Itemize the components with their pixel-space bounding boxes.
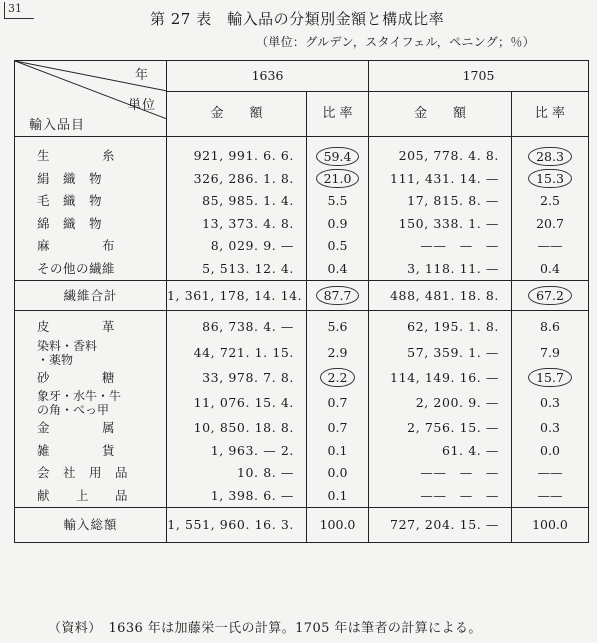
item-name: その他の繊維: [15, 258, 167, 281]
ratio-1705: 100.0: [512, 508, 589, 543]
table-row: [15, 417, 589, 440]
item-name: 生 糸: [15, 137, 167, 168]
circled-ratio: 87.7: [316, 286, 360, 305]
ratio-1636: 5.5: [307, 190, 369, 213]
item-name: 絹 織 物: [15, 168, 167, 191]
amount-1636: 10. 8. —: [167, 462, 307, 485]
table-row: [15, 339, 589, 367]
header-year-label: 年: [134, 68, 148, 83]
ratio-1705: ——: [512, 485, 589, 508]
item-name: 麻 布: [15, 235, 167, 258]
item-name-line1: 染料・香料: [37, 338, 98, 353]
table-row: [15, 311, 589, 339]
amount-1636: 10, 850. 18. 8.: [167, 417, 307, 440]
ratio-1636: 5.6: [307, 311, 369, 339]
amount-1636: 11, 076. 15. 4.: [167, 389, 307, 417]
table-row: [15, 440, 589, 463]
ratio-1636: 0.1: [307, 485, 369, 508]
item-name: 皮 革: [15, 311, 167, 339]
header-unit-label: 単位: [127, 98, 156, 113]
ratio-1705: [512, 367, 589, 390]
circled-ratio: 21.0: [316, 169, 360, 188]
item-name: 毛 織 物: [15, 190, 167, 213]
amount-1636: 1, 398. 6. —: [167, 485, 307, 508]
amount-1636: 326, 286. 1. 8.: [167, 168, 307, 191]
item-name-line2: ・薬物: [37, 352, 74, 367]
circled-ratio: 67.2: [528, 286, 572, 305]
table-row: [15, 258, 589, 281]
table-row: [15, 137, 589, 168]
item-name: 繊維合計: [15, 281, 167, 311]
amount-1636: 5, 513. 12. 4.: [167, 258, 307, 281]
ratio-1705: 20.7: [512, 213, 589, 236]
ratio-1705: 7.9: [512, 339, 589, 367]
corner-mark: 31: [4, 2, 34, 19]
ratio-1636: 0.9: [307, 213, 369, 236]
amount-1705: 2, 200. 9. —: [369, 389, 512, 417]
item-name-line1: 象牙・水牛・牛: [37, 389, 122, 403]
amount-1636: 1, 963. — 2.: [167, 440, 307, 463]
amount-1705: 488, 481. 18. 8.: [369, 281, 512, 311]
circled-ratio: 28.3: [528, 147, 572, 166]
item-name: 綿 織 物: [15, 213, 167, 236]
ratio-1636: 0.1: [307, 440, 369, 463]
table-row: [15, 367, 589, 390]
ratio-1636: 0.5: [307, 235, 369, 258]
amount-1636: 86, 738. 4. —: [167, 311, 307, 339]
amount-1705: 17, 815. 8. —: [369, 190, 512, 213]
table-row: [15, 168, 589, 191]
ratio-1705: [512, 281, 589, 311]
header-ratio-1705: 比 率: [512, 92, 589, 137]
ratio-1636: [307, 281, 369, 311]
ratio-1705: 0.0: [512, 440, 589, 463]
circled-ratio: 2.2: [320, 368, 356, 387]
header-amount-1705: 金 額: [369, 92, 512, 137]
amount-1705: 57, 359. 1. —: [369, 339, 512, 367]
ratio-1705: 0.3: [512, 417, 589, 440]
ratio-1705: ——: [512, 462, 589, 485]
table-row: [15, 235, 589, 258]
item-name: 献 上 品: [15, 485, 167, 508]
circled-ratio: 15.3: [528, 169, 572, 188]
ratio-1705: [512, 168, 589, 191]
amount-1705: 3, 118. 11. —: [369, 258, 512, 281]
table-row: [15, 190, 589, 213]
import-table: [14, 60, 589, 543]
ratio-1705: 2.5: [512, 190, 589, 213]
amount-1705: 727, 204. 15. —: [369, 508, 512, 543]
ratio-1705: [512, 137, 589, 168]
amount-1705: 2, 756. 15. —: [369, 417, 512, 440]
amount-1705: —— — —: [369, 462, 512, 485]
table-row: [15, 485, 589, 508]
amount-1705: —— — —: [369, 485, 512, 508]
ratio-1636: [307, 367, 369, 390]
textile-total-row: [15, 281, 589, 311]
header-ratio-1636: 比 率: [307, 92, 369, 137]
amount-1705: 205, 778. 4. 8.: [369, 137, 512, 168]
ratio-1636: 0.7: [307, 417, 369, 440]
grand-total-row: [15, 508, 589, 543]
header-item-label: 輸入品目: [29, 118, 86, 133]
amount-1636: 13, 373. 4. 8.: [167, 213, 307, 236]
amount-1705: 150, 338. 1. —: [369, 213, 512, 236]
ratio-1705: 0.4: [512, 258, 589, 281]
item-name: 輸入総額: [15, 508, 167, 543]
ratio-1636: 2.9: [307, 339, 369, 367]
ratio-1636: 0.7: [307, 389, 369, 417]
header-row-year: [15, 61, 589, 92]
header-amount-1636: 金 額: [167, 92, 307, 137]
item-name: 金 属: [15, 417, 167, 440]
ratio-1705: ——: [512, 235, 589, 258]
item-name-line2: の角・べっ甲: [37, 403, 110, 417]
amount-1705: —— — —: [369, 235, 512, 258]
amount-1705: 111, 431. 14. —: [369, 168, 512, 191]
amount-1636: 33, 978. 7. 8.: [167, 367, 307, 390]
table-row: [15, 389, 589, 417]
ratio-1636: [307, 137, 369, 168]
amount-1705: 114, 149. 16. —: [369, 367, 512, 390]
header-year-1705: 1705: [369, 61, 589, 92]
item-name: 雑 貨: [15, 440, 167, 463]
amount-1636: 1, 551, 960. 16. 3.: [167, 508, 307, 543]
table-row: [15, 213, 589, 236]
amount-1705: 62, 195. 1. 8.: [369, 311, 512, 339]
ratio-1636: 0.4: [307, 258, 369, 281]
ratio-1636: [307, 168, 369, 191]
item-name: 砂 糖: [15, 367, 167, 390]
table-row: [15, 462, 589, 485]
circled-ratio: 15.7: [528, 368, 572, 387]
header-corner-cell: [15, 61, 167, 137]
item-name: [15, 389, 167, 417]
source-note: （資料） 1636 年は加藤栄一氏の計算。1705 年は筆者の計算による。: [48, 621, 482, 636]
header-year-1636: 1636: [167, 61, 369, 92]
ratio-1636: 100.0: [307, 508, 369, 543]
ratio-1705: 8.6: [512, 311, 589, 339]
amount-1636: 44, 721. 1. 15.: [167, 339, 307, 367]
ratio-1636: 0.0: [307, 462, 369, 485]
item-name: 会 社 用 品: [15, 462, 167, 485]
amount-1636: 8, 029. 9. —: [167, 235, 307, 258]
amount-1705: 61. 4. —: [369, 440, 512, 463]
amount-1636: 1, 361, 178, 14. 14.: [167, 281, 307, 311]
unit-note: （単位：グルデン，スタイフェル，ペニング；％）: [256, 35, 535, 49]
circled-ratio: 59.4: [316, 147, 360, 166]
ratio-1705: 0.3: [512, 389, 589, 417]
table-title: 第 27 表 輸入品の分類別金額と構成比率: [150, 10, 445, 28]
item-name: [15, 339, 167, 367]
amount-1636: 85, 985. 1. 4.: [167, 190, 307, 213]
amount-1636: 921, 991. 6. 6.: [167, 137, 307, 168]
